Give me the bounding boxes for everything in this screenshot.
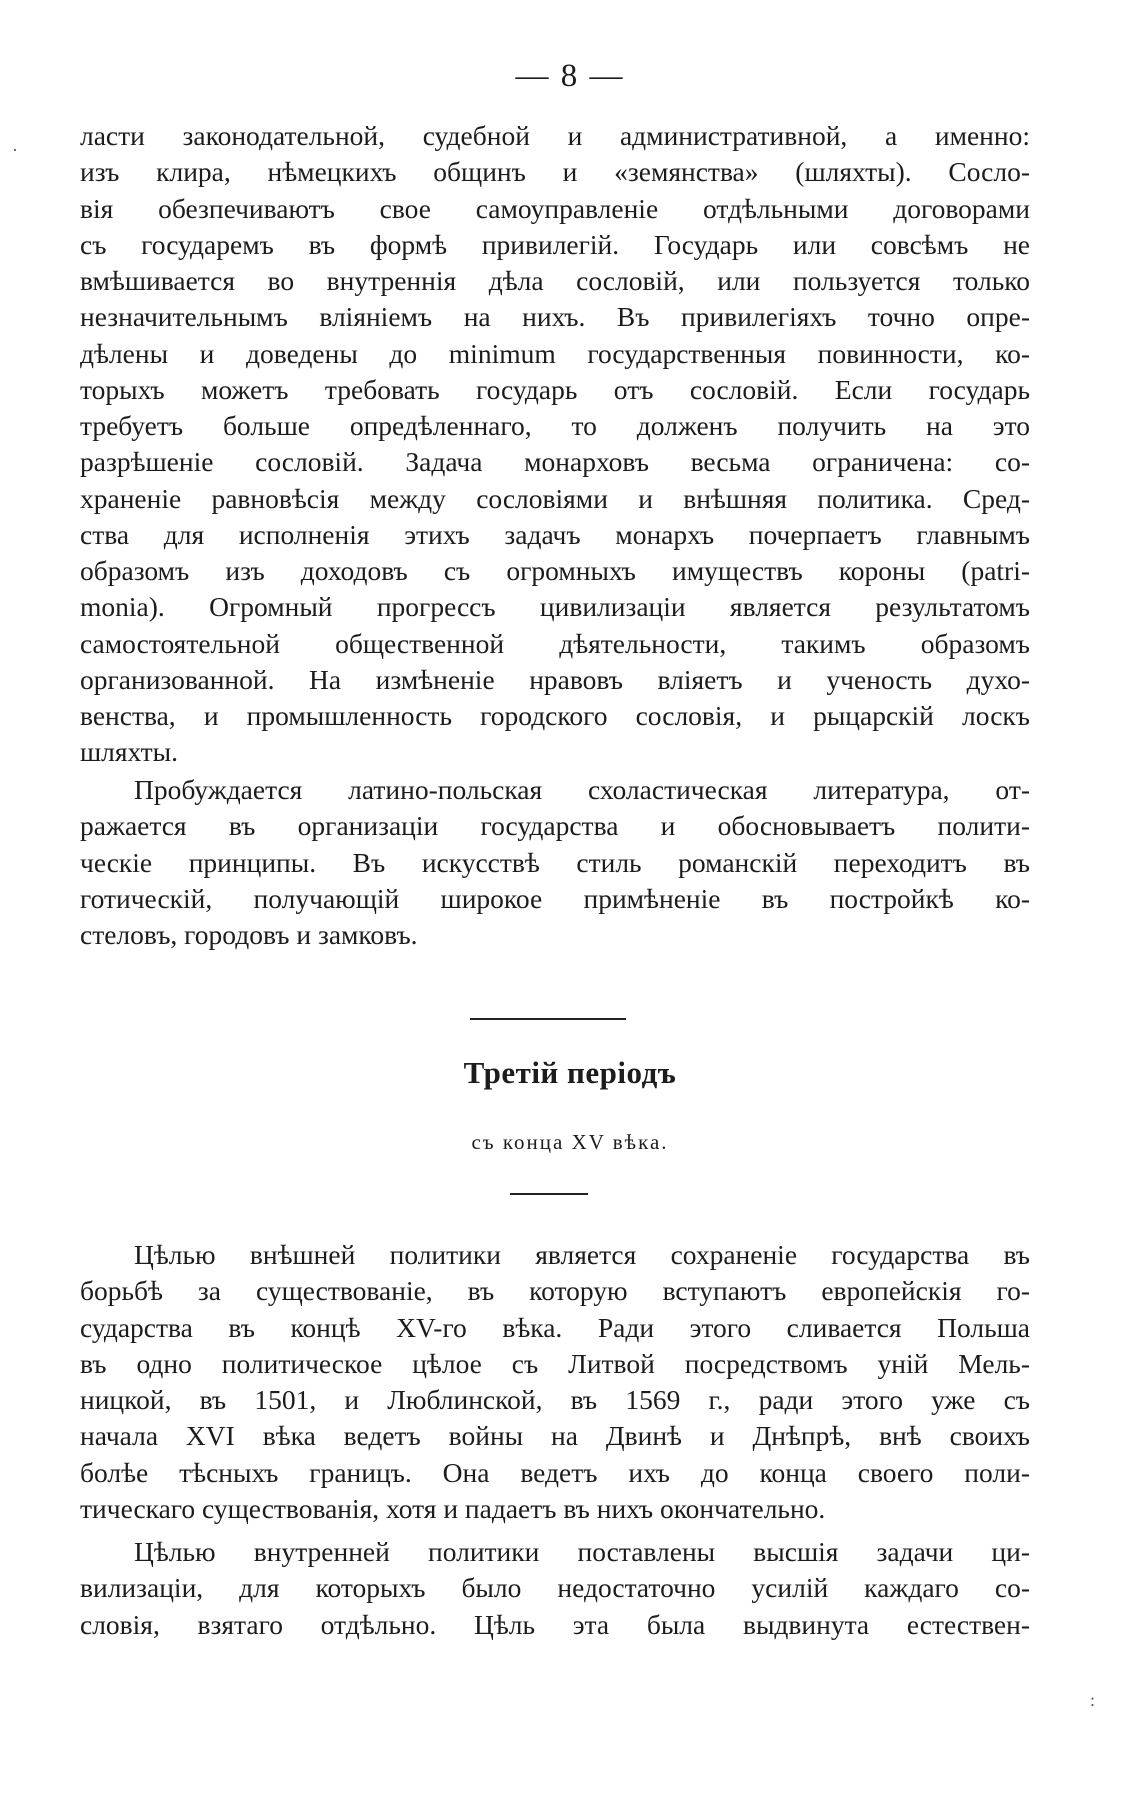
text-line: съ государемъ въ формѣ привилегій. Государь или совсѣмъ не (80, 228, 1030, 260)
text-line: Пробуждается латино-польская схоластическая литература, от- (134, 774, 1030, 805)
margin-speck: : (1090, 1690, 1096, 1710)
text-line: стеловъ, городовъ и замковъ. (80, 919, 418, 950)
subtitle-divider (510, 1193, 588, 1195)
margin-speck: · (12, 140, 18, 160)
text-line: самостоятельной общественной дѣятельности, такимъ образомъ (80, 627, 1030, 659)
text-line: незначительнымъ вліяніемъ на нихъ. Въ привилегіяхъ точно опре- (80, 301, 1030, 333)
paragraph-2 (80, 772, 1030, 953)
text-line: болѣе тѣсныхъ границъ. Она ведетъ ихъ до конца своего поли- (80, 1456, 1030, 1488)
text-line: вія обезпечиваютъ свое самоуправленіе отдѣльными договорами (80, 192, 1030, 224)
text-line: ницкой, въ 1501, и Люблинской, въ 1569 г., ради этого уже съ (80, 1384, 1030, 1415)
text-line: шляхты. (80, 736, 178, 768)
text-line: образомъ изъ доходовъ съ огромныхъ имуществъ короны (patri- (80, 555, 1030, 586)
text-line: словія, взятаго отдѣльно. Цѣль эта была выдвинута естествен- (80, 1608, 1030, 1640)
paragraph-4 (80, 1534, 1030, 1643)
paragraph-3 (80, 1237, 1030, 1527)
text-line: венства, и промышленность городского сословія, и рыцарскій лоскъ (80, 700, 1030, 731)
section-divider (470, 1018, 626, 1020)
text-line: торыхъ можетъ требовать государь отъ сословій. Если государь (80, 373, 1030, 405)
text-line: ласти законодательной, судебной и административной, а именно: (80, 120, 1030, 151)
text-line: борьбѣ за существованіе, въ которую вступаютъ европейскія го- (80, 1275, 1030, 1307)
text-line: Цѣлью внутренней политики поставлены высшія задачи ци- (134, 1536, 1030, 1567)
text-line: Цѣлью внѣшней политики является сохраненіе государства въ (134, 1239, 1030, 1270)
page-number: — 8 — (515, 58, 625, 94)
text-line: начала XVI вѣка ведетъ войны на Двинѣ и Днѣпрѣ, внѣ своихъ (80, 1420, 1030, 1452)
text-line: ства для исполненія этихъ задачъ монархъ почерпаетъ главнымъ (80, 518, 1030, 550)
text-line: храненіе равновѣсія между сословіями и внѣшняя политика. Сред- (80, 482, 1030, 514)
text-line: дѣлены и доведены до minimum государственныя повинности, ко- (80, 337, 1030, 369)
text-line: тическаго существованія, хотя и падаетъ въ нихъ окончательно. (80, 1492, 826, 1524)
paragraph-1 (80, 118, 1030, 771)
section-subtitle: съ конца XV вѣка. (471, 1130, 669, 1154)
text-line: ражается въ организаціи государства и обосновываетъ полити- (80, 810, 1030, 842)
section-title: Третій періодъ (463, 1055, 677, 1090)
text-line: въ одно политическое цѣлое съ Литвой посредствомъ уній Мель- (80, 1347, 1030, 1379)
text-line: требуетъ больше опредѣленнаго, то долженъ получить на это (80, 410, 1030, 441)
text-line: организованной. На измѣненіе нравовъ вліяетъ и ученость духо- (80, 663, 1030, 695)
text-line: сударства въ концѣ XV-го вѣка. Ради этого сливается Польша (80, 1311, 1030, 1343)
text-line: изъ клира, нѣмецкихъ общинъ и «земянства» (шляхты). Сосло- (80, 156, 1030, 188)
text-line: ческіе принципы. Въ искусствѣ стиль романскій переходитъ въ (80, 846, 1030, 878)
text-line: готическій, получающій широкое примѣненіе въ постройкѣ ко- (80, 882, 1030, 914)
text-line: monia). Огромный прогрессъ цивилизаціи является результатомъ (80, 591, 1030, 623)
text-line: вилизаціи, для которыхъ было недостаточно усилій каждаго со- (80, 1572, 1030, 1604)
text-line: разрѣшеніе сословій. Задача монарховъ весьма ограничена: со- (80, 446, 1030, 478)
text-line: вмѣшивается во внутреннія дѣла сословій, или пользуется только (80, 265, 1030, 296)
